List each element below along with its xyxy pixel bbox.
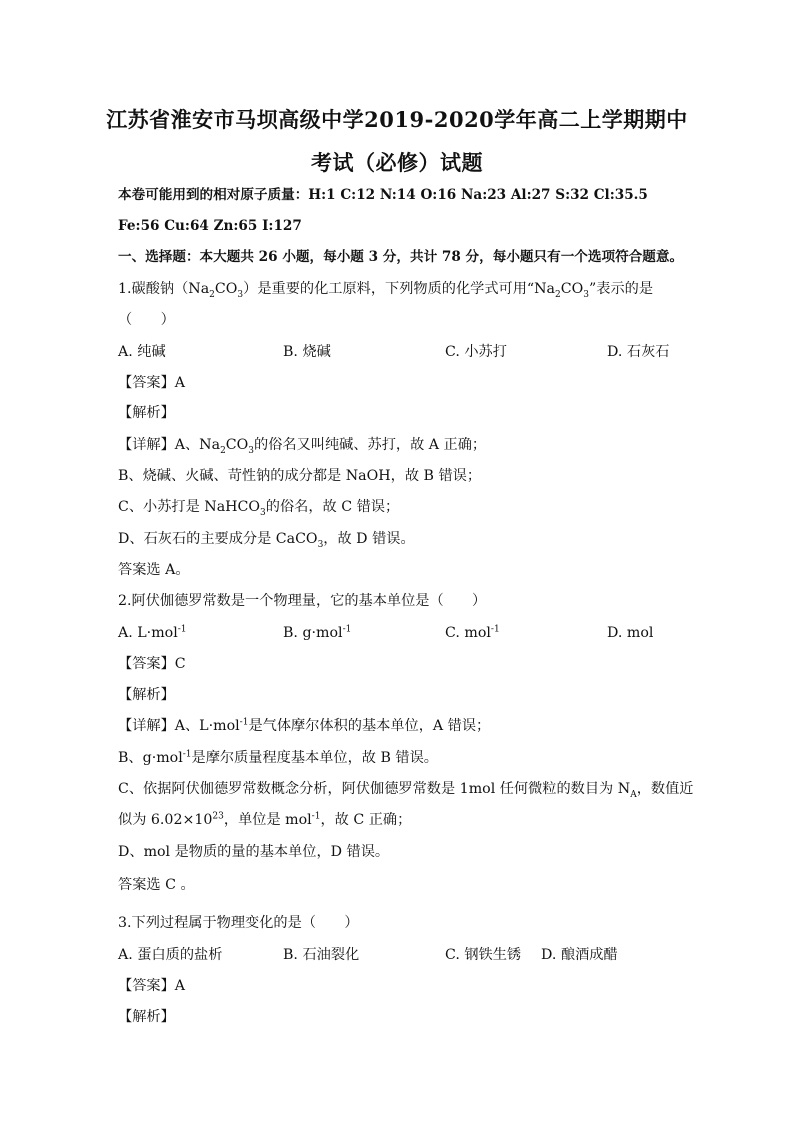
q2-option-d: D. mol	[607, 625, 654, 641]
q3-option-d: D. 酿酒成醋	[541, 947, 618, 963]
q1-option-b: B. 烧碱	[283, 344, 331, 360]
q2-detail-a: 【详解】A、L·mol$^{-1}$是气体摩尔体积的基本单位，A 错误；	[118, 717, 491, 734]
q2-conclusion: 答案选 C 。	[118, 877, 195, 893]
q1-detail-c: C、小苏打是 NaHCO$_3$的俗名，故 C 错误；	[118, 499, 400, 518]
q2-detail-c: C、依据阿伏伽德罗常数概念分析，阿伏伽德罗常数是 1mol 任何微粒的数目为 $N_A$，数值近	[118, 781, 694, 800]
q3-analysis-label: 【解析】	[118, 1009, 175, 1025]
q1-analysis-label: 【解析】	[118, 405, 175, 421]
q3-stem: 3.下列过程属于物理变化的是（ ）	[118, 915, 359, 931]
q2-option-a: A. L·mol$^{-1}$	[118, 624, 187, 641]
atomic-mass-line1: 本卷可能用到的相对原子质量：H:1 C:12 N:14 O:16 Na:23 Al:27 S:32 Cl:35.5	[118, 187, 648, 203]
q1-option-c: C. 小苏打	[445, 344, 507, 360]
q2-detail-b: B、g·mol$^{-1}$是摩尔质量程度基本单位，故 B 错误。	[118, 749, 438, 766]
q1-detail-b: B、烧碱、火碱、苛性钠的成分都是 NaOH，故 B 错误；	[118, 468, 482, 484]
q3-option-a: A. 蛋白质的盐析	[118, 947, 223, 963]
q3-answer: 【答案】A	[118, 978, 185, 994]
section-heading: 一、选择题：本大题共 26 小题，每小题 3 分，共计 78 分，每小题只有一个选项符合题意。	[118, 249, 684, 265]
page-title-line1: 江苏省淮安市马坝高级中学2019-2020学年高二上学期期中	[106, 107, 688, 132]
q1-detail-a: 【详解】A、$Na_2CO_3$的俗名又叫纯碱、苏打，故 A 正确；	[118, 437, 487, 456]
q1-conclusion: 答案选 A。	[118, 562, 190, 578]
q2-detail-d: D、mol 是物质的量的基本单位，D 错误。	[118, 844, 390, 860]
q2-analysis-label: 【解析】	[118, 687, 175, 703]
atomic-mass-line2: Fe:56 Cu:64 Zn:65 I:127	[118, 218, 302, 234]
q3-option-b: B. 石油裂化	[283, 947, 360, 963]
q1-detail-d: D、石灰石的主要成分是 CaCO$_3$，故 D 错误。	[118, 531, 415, 550]
q2-detail-c-cont: 似为 $6.02\times 10^{23}$，单位是 mol$^{-1}$，故 C 正确；	[118, 811, 412, 828]
q3-option-c: C. 钢铁生锈	[445, 947, 522, 963]
q2-option-c: C. mol$^{-1}$	[445, 624, 500, 641]
q1-answer: 【答案】A	[118, 375, 185, 391]
q1-option-d: D. 石灰石	[607, 344, 670, 360]
q2-option-b: B. g·mol$^{-1}$	[283, 624, 352, 641]
q1-stem: 1.碳酸钠$(Na_2CO_3)$是重要的化工原料，下列物质的化学式可用“$Na_2CO_3$”表示的是	[118, 281, 654, 300]
q1-option-a: A. 纯碱	[118, 344, 166, 360]
page-title-line2: 考试（必修）试题	[311, 150, 483, 175]
q1-paren: （ ）	[118, 312, 175, 328]
q2-answer: 【答案】C	[118, 656, 186, 672]
q2-stem: 2.阿伏伽德罗常数是一个物理量，它的基本单位是（ ）	[118, 593, 487, 609]
